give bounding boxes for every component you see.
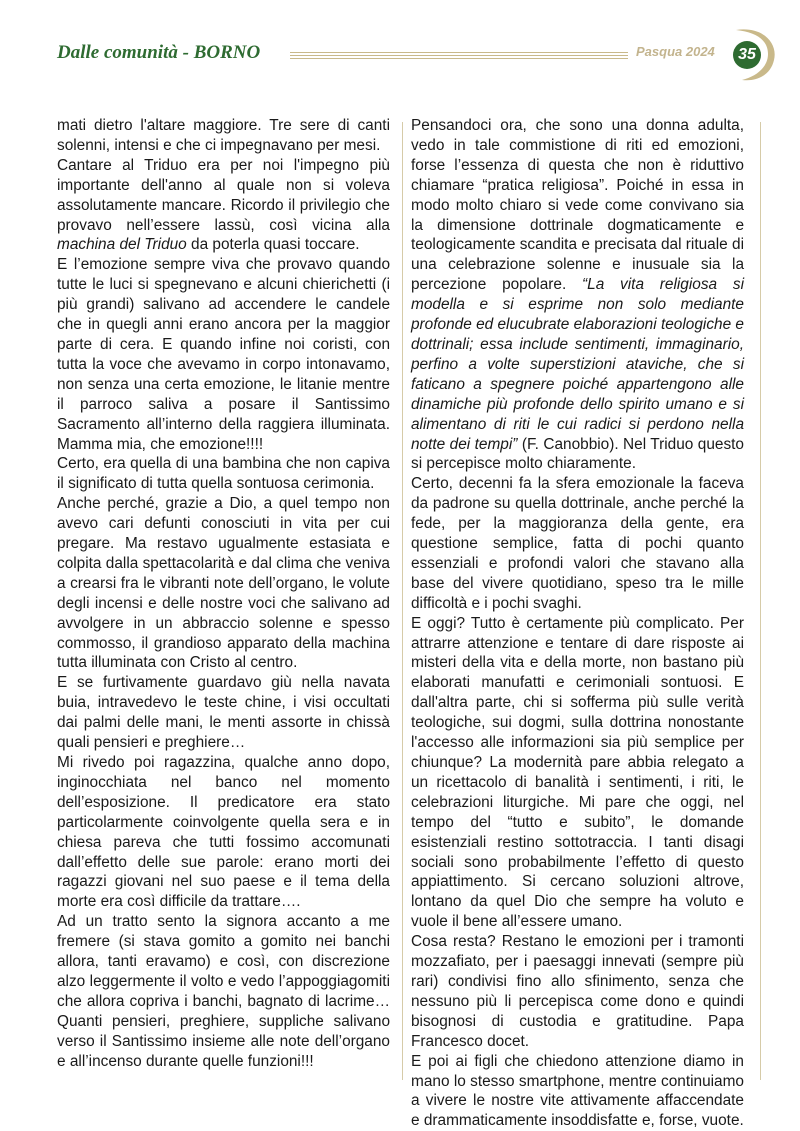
column-divider <box>402 122 403 1080</box>
header-rule-bottom <box>290 58 628 59</box>
paragraph: Ad un tratto sento la signora accanto a me fremere (si stava gomito a gomito nei banchi allora, tanti eravamo) e così, con discrezione alzo leggermente il volto e vedo l’appoggiagomiti che allora copriva i banchi, bagnato di lacrime… Quanti pensieri, preghiere, suppliche salivano verso il Santissimo insieme alle note dell’organo e all’incenso durante quelle funzioni!!! <box>57 913 390 1070</box>
paragraph: Anche perché, grazie a Dio, a quel tempo non avevo cari defunti conosciuti in vita per cui pregare. Ma restavo ugualmente estasiata e colpita dalla spettacolarità e dal clima che veniva a crearsi fra le vibranti note dell’organo, le volute degli incensi e delle nostre voci che salivano ad avvolgere in un abbraccio solenne e spesso commosso, il grandioso apparato della machina tutta illuminata con Cristo al centro. <box>57 495 390 672</box>
paragraph <box>411 116 744 474</box>
page-header <box>0 0 800 110</box>
quotation-text: “La vita religiosa si modella e si esprime non solo mediante profonde ed elucubrate elaborazioni teologiche e dottrinali; essa include sentimenti, immaginario, perfino a volte superstizioni ataviche, che si faticano a spegnere poiché appartengono alle dinamiche più profonde dello spirito umano e si alimentano di riti le cui radici si perdono nella notte dei tempi” <box>411 276 744 453</box>
header-rule-top <box>290 52 628 53</box>
header-rule-middle <box>290 55 628 56</box>
left-column <box>57 116 390 1072</box>
issue-label: Pasqua 2024 <box>636 44 715 59</box>
paragraph: E se furtivamente guardavo giù nella navata buia, intravedevo le teste chine, i visi occultati dai palmi delle mani, le menti assorte in chissà quali pensieri e preghiere… <box>57 674 390 752</box>
paragraph-text: Cantare al Triduo era per noi l'impegno più importante dell'anno al quale non si voleva assolutamente mancare. Ricordo il privilegio che provavo nell’essere lassù, così vicina alla <box>57 156 390 234</box>
paragraph: E oggi? Tutto è certamente più complicato. Per attrarre attenzione e tentare di dare risposte ai misteri della vita e della morte, non bastano più elaborati manufatti e cerimoniali sontuosi. E dall'altra parte, chi si sofferma più sulle verità teologiche, sui dogmi, sulla dottrina nonostante l'accesso alle informazioni sia più semplice per chiunque? La modernità pare abbia relegato a un ricettacolo di banalità i sentimenti, i riti, le celebrazioni liturgiche. Mi pare che oggi, nel tempo del “tutto e subito”, le domande esistenziali restino sottotraccia. I tanti disagi sociali sono probabilmente l’effetto di questo appiattimento. Si cercano soluzioni altrove, lontano da quel Dio che sempre ha voluto e vuole il bene all’essere umano. <box>411 614 744 931</box>
paragraph: mati dietro l'altare maggiore. Tre sere di canti solenni, intensi e che ci impegnavano per mesi. <box>57 117 390 154</box>
page-number: 35 <box>733 41 761 69</box>
paragraph: Certo, decenni fa la sfera emozionale la faceva da padrone su quella dottrinale, anche perché la fede, per la maggioranza della gente, era questione semplice, fatta di pochi quanto essenziali e profondi valori che stavano alla base del vivere quotidiano, speso tra le mille difficoltà e i pochi svaghi. <box>411 475 744 612</box>
paragraph: E l’emozione sempre viva che provavo quando tutte le luci si spegnevano e alcuni chierichetti (i più grandi) salivano ad accendere le candele che in quegli anni erano ancora per la maggior parte di cera. E quando infine noi coristi, con tutta la voce che avevamo in corpo intonavamo, non senza una certa emozione, le litanie mentre il parroco saliva a posare il Santissimo Sacramento all’interno della raggiera illuminata. Mamma mia, che emozione!!!! <box>57 256 390 453</box>
paragraph: Certo, era quella di una bambina che non capiva il significato di tutta quella sontuosa cerimonia. <box>57 455 390 493</box>
paragraph-text: Pensandoci ora, che sono una donna adulta, vedo in tale commistione di riti ed emozioni, forse l’essenza di questa che non è riduttivo chiamare “pratica religiosa”. Poiché in essa in modo molto chiaro si vede come convivano sia la dimensione dottrinale dogmaticamente e teologicamente scandita e precisata dal rituale di una celebrazione solenne e inusuale sia la percezione popolare. <box>411 117 744 294</box>
section-title: Dalle comunità - BORNO <box>57 42 261 63</box>
right-column <box>411 116 744 1131</box>
paragraph: Cosa resta? Restano le emozioni per i tramonti mozzafiato, per i paesaggi innevati (sempre più rari) condivisi fino allo sfinimento, senza che nessuno più li percepisca come dono e quindi bisognosi di custodia e gratitudine. Papa Francesco docet. <box>411 933 744 1050</box>
emphasis-text: machina del Triduo <box>57 236 187 254</box>
paragraph <box>57 156 390 256</box>
paragraph: E poi ai figli che chiedono attenzione diamo in mano lo stesso smartphone, mentre continuiamo a vivere le nostre vite attivamente affaccendate e drammaticamente insoddisfatte e, forse, vuote. <box>411 1052 744 1130</box>
paragraph-text: (F. Canobbio). Nel Triduo questo si percepisce molto chiaramente. <box>411 435 744 473</box>
paragraph-text: da poterla quasi toccare. <box>186 236 360 254</box>
right-margin-rule <box>760 122 761 1080</box>
paragraph: Mi rivedo poi ragazzina, qualche anno dopo, inginocchiata nel banco nel momento dell’esposizione. Il predicatore era stato particolarmente coinvolgente quella sera e in chiesa pareva che tutti fossimo accomunati dall’effetto delle sue parole: erano morti dei ragazzi giovani nel suo paese e il tema della morte era così difficile da trattare…. <box>57 754 390 911</box>
